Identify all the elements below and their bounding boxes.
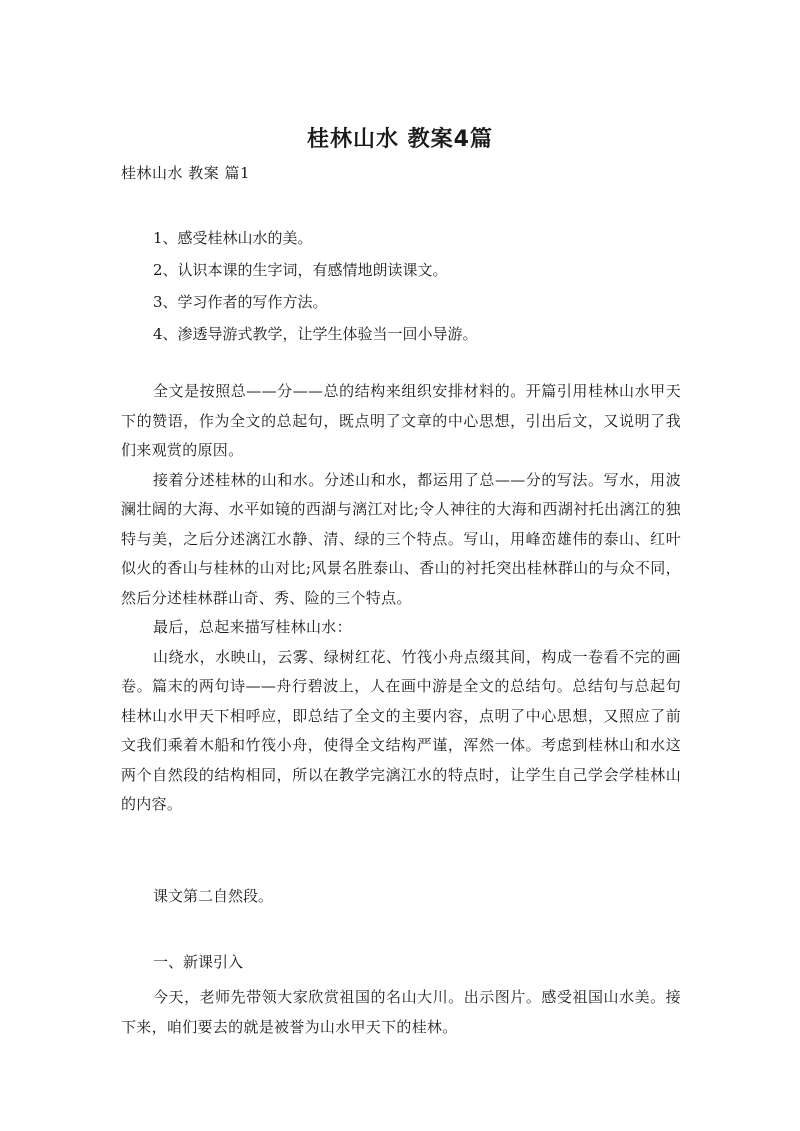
analysis-section [121, 377, 681, 820]
analysis-paragraph: 最后，总起来描写桂林山水： [153, 618, 352, 636]
analysis-paragraph: 接着分述桂林的山和水。分述山和水，都运用了总——分的写法。写水，用波澜壮阔的大海、水平如镜的西湖与漓江对比;令人神往的大海和西湖衬托出漓江的独特与美，之后分述漓江水静、清、绿的三个特点。写山，用峰峦雄伟的泰山、红叶似火的香山与桂林的山对比;风景名胜泰山、香山的衬托突出桂林群山的与众不同，然后分述桂林群山奇、秀、险的三个特点。 [121, 470, 681, 607]
objective-item: 1、感受桂林山水的美。 [153, 229, 313, 247]
step-paragraph: 今天，老师先带领大家欣赏祖国的名山大川。出示图片。感受祖国山水美。接下来，咱们要去的就是被誉为山水甲天下的桂林。 [121, 988, 681, 1036]
objectives-list [153, 227, 478, 355]
document-title: 桂林山水 教案4篇 [307, 127, 493, 152]
focus-note: 课文第二自然段。 [153, 887, 274, 905]
objective-item: 3、学习作者的写作方法。 [153, 293, 328, 311]
objective-item: 4、渗透导游式教学，让学生体验当一回小导游。 [153, 325, 478, 343]
step-section [121, 983, 681, 1042]
analysis-paragraph: 山绕水，水映山，云雾、绿树红花、竹筏小舟点缀其间，构成一卷看不完的画卷。篇末的两句诗——舟行碧波上，人在画中游是全文的总结句。总结句与总起句桂林山水甲天下相呼应，即总结了全文的主要内容，点明了中心思想，又照应了前文我们乘着木船和竹筏小舟，使得全文结构严谨，浑然一体。考虑到桂林山和水这两个自然段的结构相同，所以在教学完漓江水的特点时，让学生自己学会学桂林山的内容。 [121, 647, 681, 813]
analysis-paragraph: 全文是按照总——分——总的结构来组织安排材料的。开篇引用桂林山水甲天下的赞语，作为全文的总起句，既点明了文章的中心思想，引出后文，又说明了我们来观赏的原因。 [121, 382, 681, 459]
step-heading: 一、新课引入 [153, 953, 244, 971]
section-heading: 桂林山水 教案 篇1 [121, 164, 251, 182]
objective-item: 2、认识本课的生字词，有感情地朗读课文。 [153, 261, 448, 279]
